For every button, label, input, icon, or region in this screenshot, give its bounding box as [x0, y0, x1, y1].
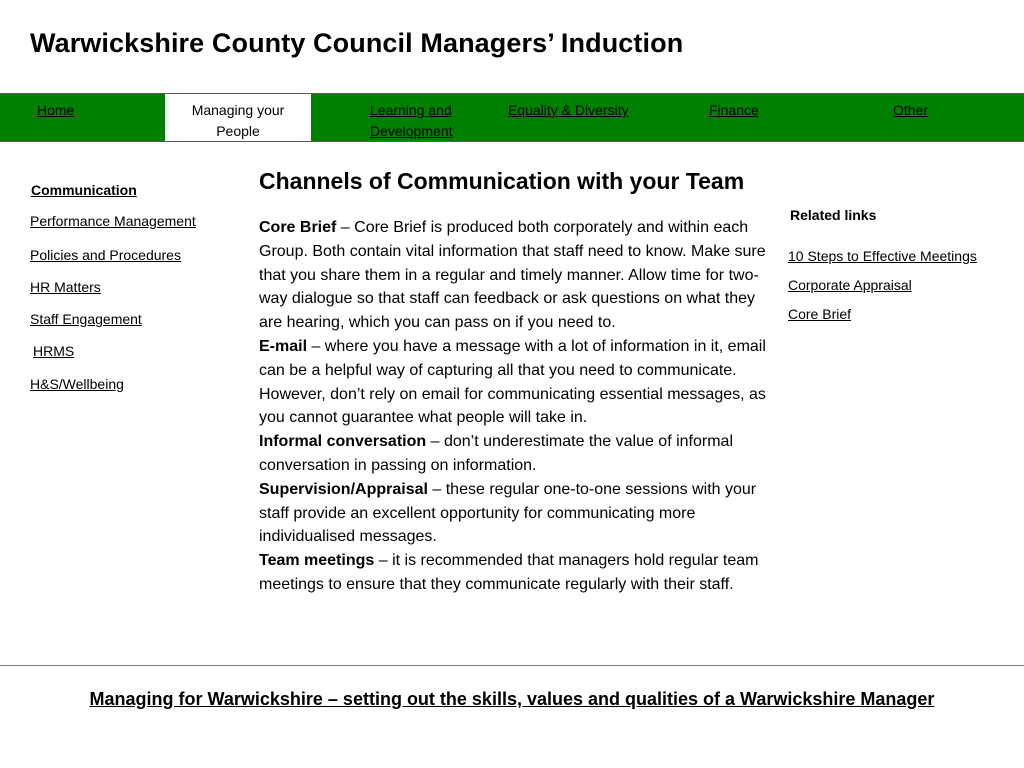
nav-other[interactable]: Other	[893, 102, 929, 118]
main-content	[259, 216, 779, 597]
section-term: Supervision/Appraisal	[259, 480, 428, 498]
footer-divider	[0, 665, 1024, 666]
related-link-10-steps[interactable]: 10 Steps to Effective Meetings	[788, 248, 977, 264]
sidebar-item-performance-management[interactable]: Performance Management	[30, 213, 196, 229]
sidebar-item-policies-and-procedures[interactable]: Policies and Procedures	[30, 247, 181, 263]
related-links-title: Related links	[790, 207, 877, 223]
section-text: – these regular one-to-one sessions with your staff provide an excellent opportunity for communicating more individualised messages.	[259, 480, 757, 546]
related-link-core-brief[interactable]: Core Brief	[788, 306, 852, 322]
nav-learning-and-development[interactable]: Learning and Development	[370, 102, 453, 139]
section-text: – it is recommended that managers hold regular team meetings to ensure that they communicate regularly with their staff.	[259, 552, 759, 593]
main-heading: Channels of Communication with your Team	[259, 168, 745, 194]
section-term: Team meetings	[259, 552, 375, 570]
nav-finance[interactable]: Finance	[709, 102, 759, 118]
section-term: Informal conversation	[259, 433, 427, 451]
sidebar-item-communication[interactable]: Communication	[31, 182, 137, 198]
section-email	[259, 335, 779, 430]
sidebar-item-staff-engagement[interactable]: Staff Engagement	[30, 311, 142, 327]
section-term: Core Brief	[259, 219, 337, 236]
nav-home[interactable]: Home	[37, 102, 75, 118]
footer-link-managing-for-warwickshire[interactable]: Managing for Warwickshire – setting out the skills, values and qualities of a Warwickshire Manager	[89, 689, 935, 709]
section-term: E-mail	[259, 337, 308, 355]
page-title: Warwickshire County Council Managers’ Induction	[30, 28, 684, 58]
section-text: – Core Brief is produced both corporately and within each Group. Both contain vital information that staff need to know. Make sure that you share them in a regular and timely manner. Allow time for two-way dialogue so that staff can feedback or ask questions on what they are hearing, which you can pass on if you need to.	[259, 219, 766, 332]
section-team-meetings	[259, 549, 779, 597]
nav-managing-your-people[interactable]	[165, 94, 311, 141]
nav-equality-diversity[interactable]: Equality & Diversity	[508, 102, 629, 118]
section-supervision-appraisal	[259, 478, 779, 549]
nav-managing-your-people-label: Managing your People	[191, 102, 285, 139]
sidebar-item-hs-wellbeing[interactable]: H&S/Wellbeing	[30, 376, 124, 392]
sidebar-item-hrms[interactable]: HRMS	[33, 343, 75, 359]
section-text: – don’t underestimate the value of informal conversation in passing on information.	[259, 433, 733, 474]
sidebar-item-hr-matters[interactable]: HR Matters	[30, 279, 101, 295]
section-core-brief	[259, 216, 779, 335]
section-informal-conversation	[259, 430, 779, 478]
top-navigation	[0, 93, 1024, 142]
related-link-corporate-appraisal[interactable]: Corporate Appraisal	[788, 277, 912, 293]
section-text: – where you have a message with a lot of information in it, email can be a helpful way of capturing all that you need to communicate. However, don’t rely on email for communicating essential messages, as you cannot guarantee what people will take in.	[259, 337, 766, 427]
